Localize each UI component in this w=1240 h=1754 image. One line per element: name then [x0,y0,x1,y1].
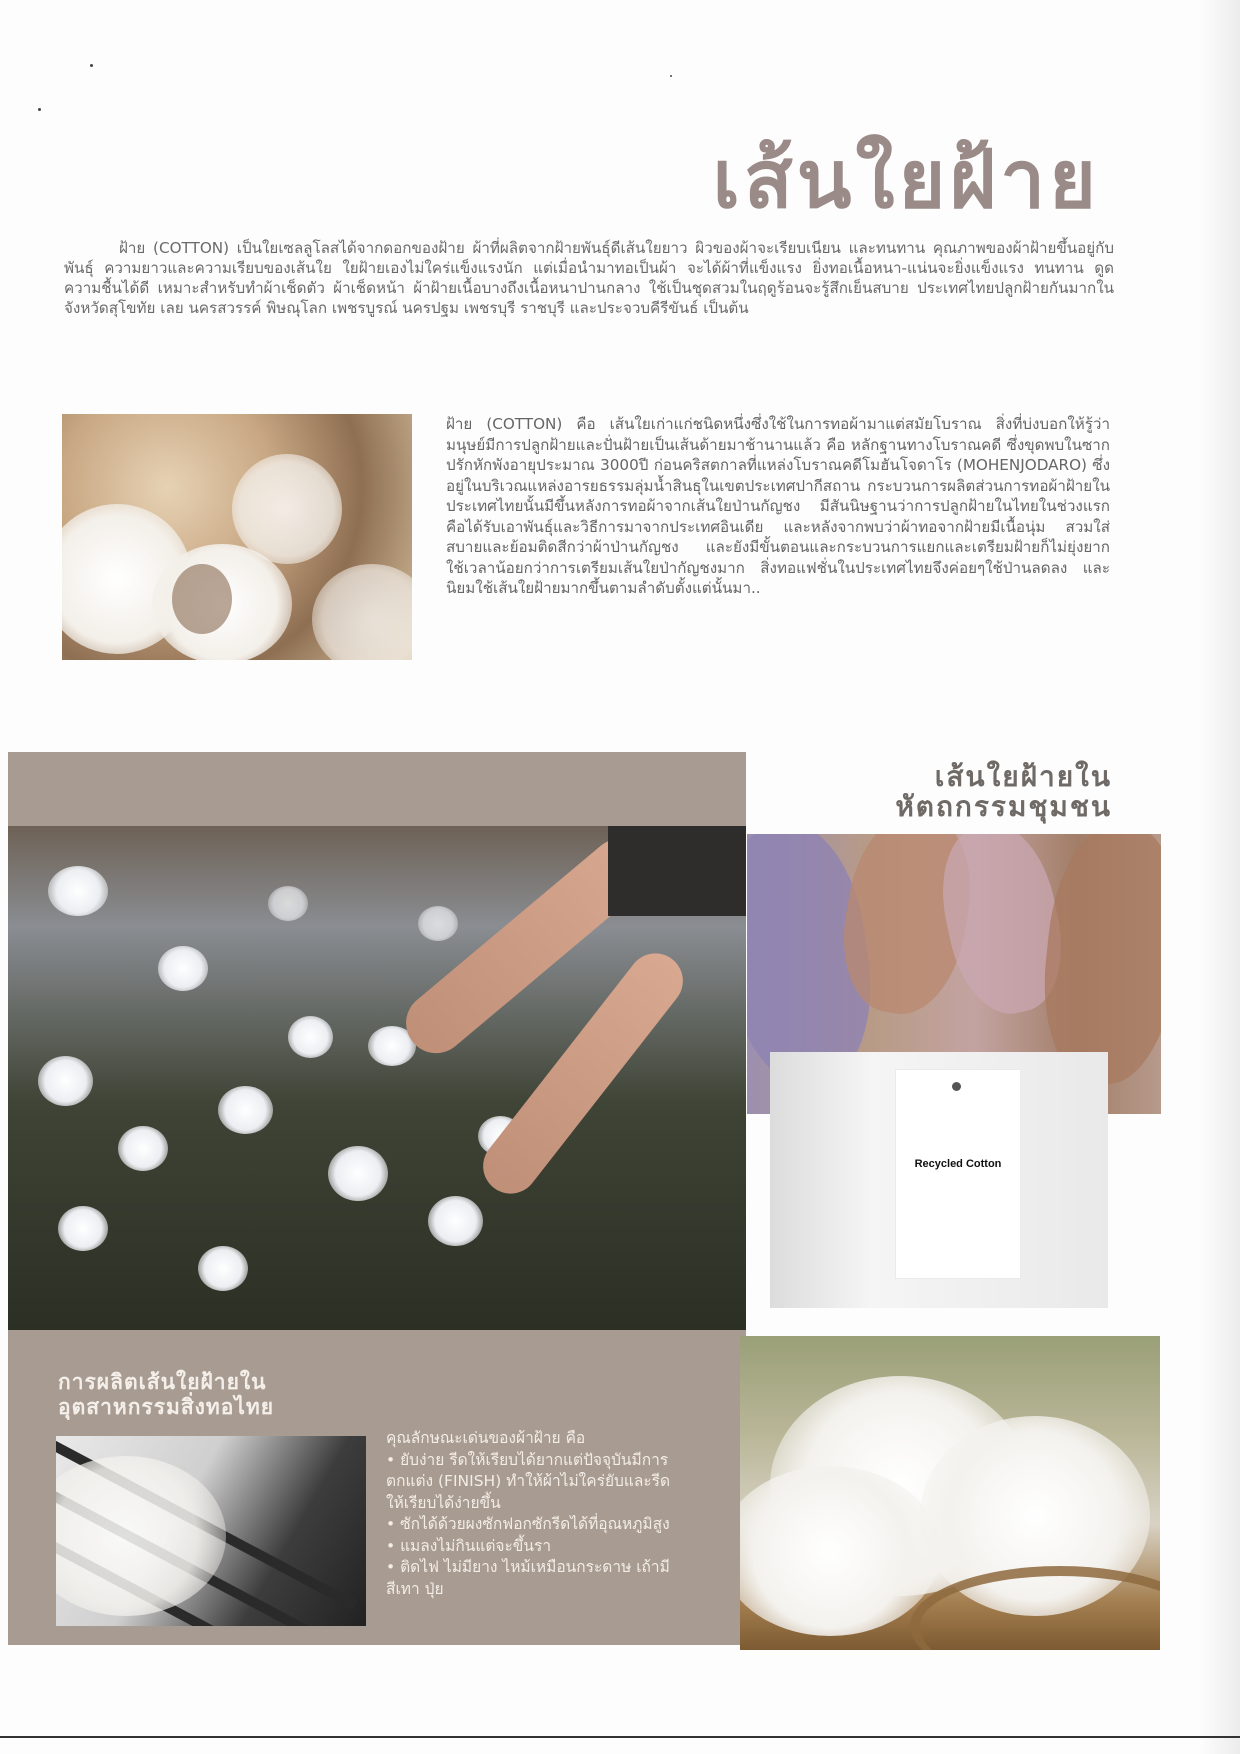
cotton-yarn-photo [56,1436,366,1626]
industry-heading: การผลิตเส้นใยฝ้ายใน อุตสาหกรรมสิ่งทอไทย [58,1370,275,1419]
hang-tag [896,1070,1020,1278]
tag-label: Recycled Cotton [914,1158,1002,1170]
history-paragraph: ฝ้าย (COTTON) คือ เส้นใยเก่าแก่ชนิดหนึ่งซึ่งใช้ในการทอผ้ามาแต่สมัยโบราณ สิ่งที่บ่งบอกให้รู้ว่ามนุษย์มีการปลูกฝ้ายและปั่นฝ้ายเป็นเส้นด้ายมาช้านานแล้ว คือ หลักฐานทางโบราณคดี ซึ่งขุดพบในซากปรักหักพังอายุประมาณ 3000ปี ก่อนคริสตกาลที่แหล่งโบราณคดีโมฮันโจดาโร (MOHENJODARO) ซึ่งอยู่ในบริเวณแหล่งอารยธรรมลุ่มน้ำสินธุในเขตประเทศปากีสถาน กระบวนการผลิตส่วนการทอผ้าฝ้ายในประเทศไทยนั้นมีขึ้นหลังการทอผ้าจากเส้นใยป่านกัญชง มีสันนิษฐานว่าการปลูกฝ้ายในไทยในช่วงแรกคือได้รับเอาพันธุ์และวิธีการมาจากประเทศอินเดีย และหลังจากพบว่าผ้าทอจากฝ้ายมีเนื้อนุ่ม สวมใส่สบายและย้อมติดสีกว่าผ้าป่านกัญชง และยังมีขั้นตอนและกระบวนการแยกและเตรียมฝ้ายก็ไม่ยุ่งยาก ใช้เวลาน้อยกว่าการเตรียมเส้นใยป่ากัญชงมาก สิ่งทอแฟชั่นในประเทศไทยจึงค่อยๆใช้ป่านลดลง และนิยมใช้เส้นใยฝ้ายมากขึ้นตามลำดับตั้งแต่นั้นมา.. [446,415,1110,597]
properties-heading: คุณลักษณะเด่นของผ้าฝ้าย คือ [386,1429,586,1447]
cotton-boll-photo [62,414,412,660]
scan-speck [670,75,672,77]
property-item: • ยับง่าย รีดให้เรียบได้ยากแต่ปัจจุบันมีการตกแต่ง (FINISH) ทำให้ผ้าไม่ใคร่ยับและรีดให้เรียบได้ง่ายขึ้น [386,1450,671,1512]
top-band [8,752,746,826]
intro-text: ฝ้าย (COTTON) เป็นใยเซลลูโลสได้จากดอกของฝ้าย ผ้าที่ผลิตจากฝ้ายพันธุ์ดีเส้นใยยาว ผิวของผ้าจะเรียบเนียน และทนทาน คุณภาพของผ้าฝ้ายขึ้นอยู่กับพันธุ์ ความยาวและความเรียบของเส้นใย ใยฝ้ายเองไม่ใคร่แข็งแรงนัก แต่เมื่อนำมาทอเป็นผ้า จะได้ผ้าที่แข็งแรง ยิ่งทอเนื้อหนา-แน่นจะยิ่งแข็งแรง ทนทาน ดูดความชื้นได้ดี เหมาะสำหรับทำผ้าเช็ดตัว ผ้าเช็ดหน้า ผ้าฝ้ายเนื้อบางถึงเนื้อหนาปานกลาง ใช้เป็นชุดสวมในฤดูร้อนจะรู้สึกเย็นสบาย ประเทศไทยปลูกฝ้ายกันมากในจังหวัดสุโขทัย เลย นครสวรรค์ พิษณุโลก เพชรบูรณ์ นครปฐม เพชรบุรี ราชบุรี และประจวบคีรีขันธ์ เป็นต้น [64,239,1114,317]
property-item: • ซักได้ด้วยผงซักฟอกซักรีดได้ที่อุณหภูมิสูง [386,1515,670,1533]
cotton-field-photo [8,826,746,1330]
page-title: เส้นใยฝ้าย [712,133,1100,226]
intro-paragraph [64,238,1114,318]
properties-list [386,1428,676,1600]
scan-edge-shadow [1200,0,1240,1754]
property-item: • แมลงไม่กินแต่จะขึ้นรา [386,1536,552,1555]
property-item: • ติดไฟ ไม่มียาง ไหม้เหมือนกระดาษ เถ้ามีสีเทา ปุ่ย [386,1558,670,1598]
footer-rule [0,1736,1240,1738]
scan-speck [90,64,93,67]
tag-hole [952,1082,961,1091]
cotton-basket-photo [740,1336,1160,1650]
scan-speck [38,108,41,111]
community-heading: เส้นใยฝ้ายใน หัตถกรรมชุมชน [895,760,1112,823]
